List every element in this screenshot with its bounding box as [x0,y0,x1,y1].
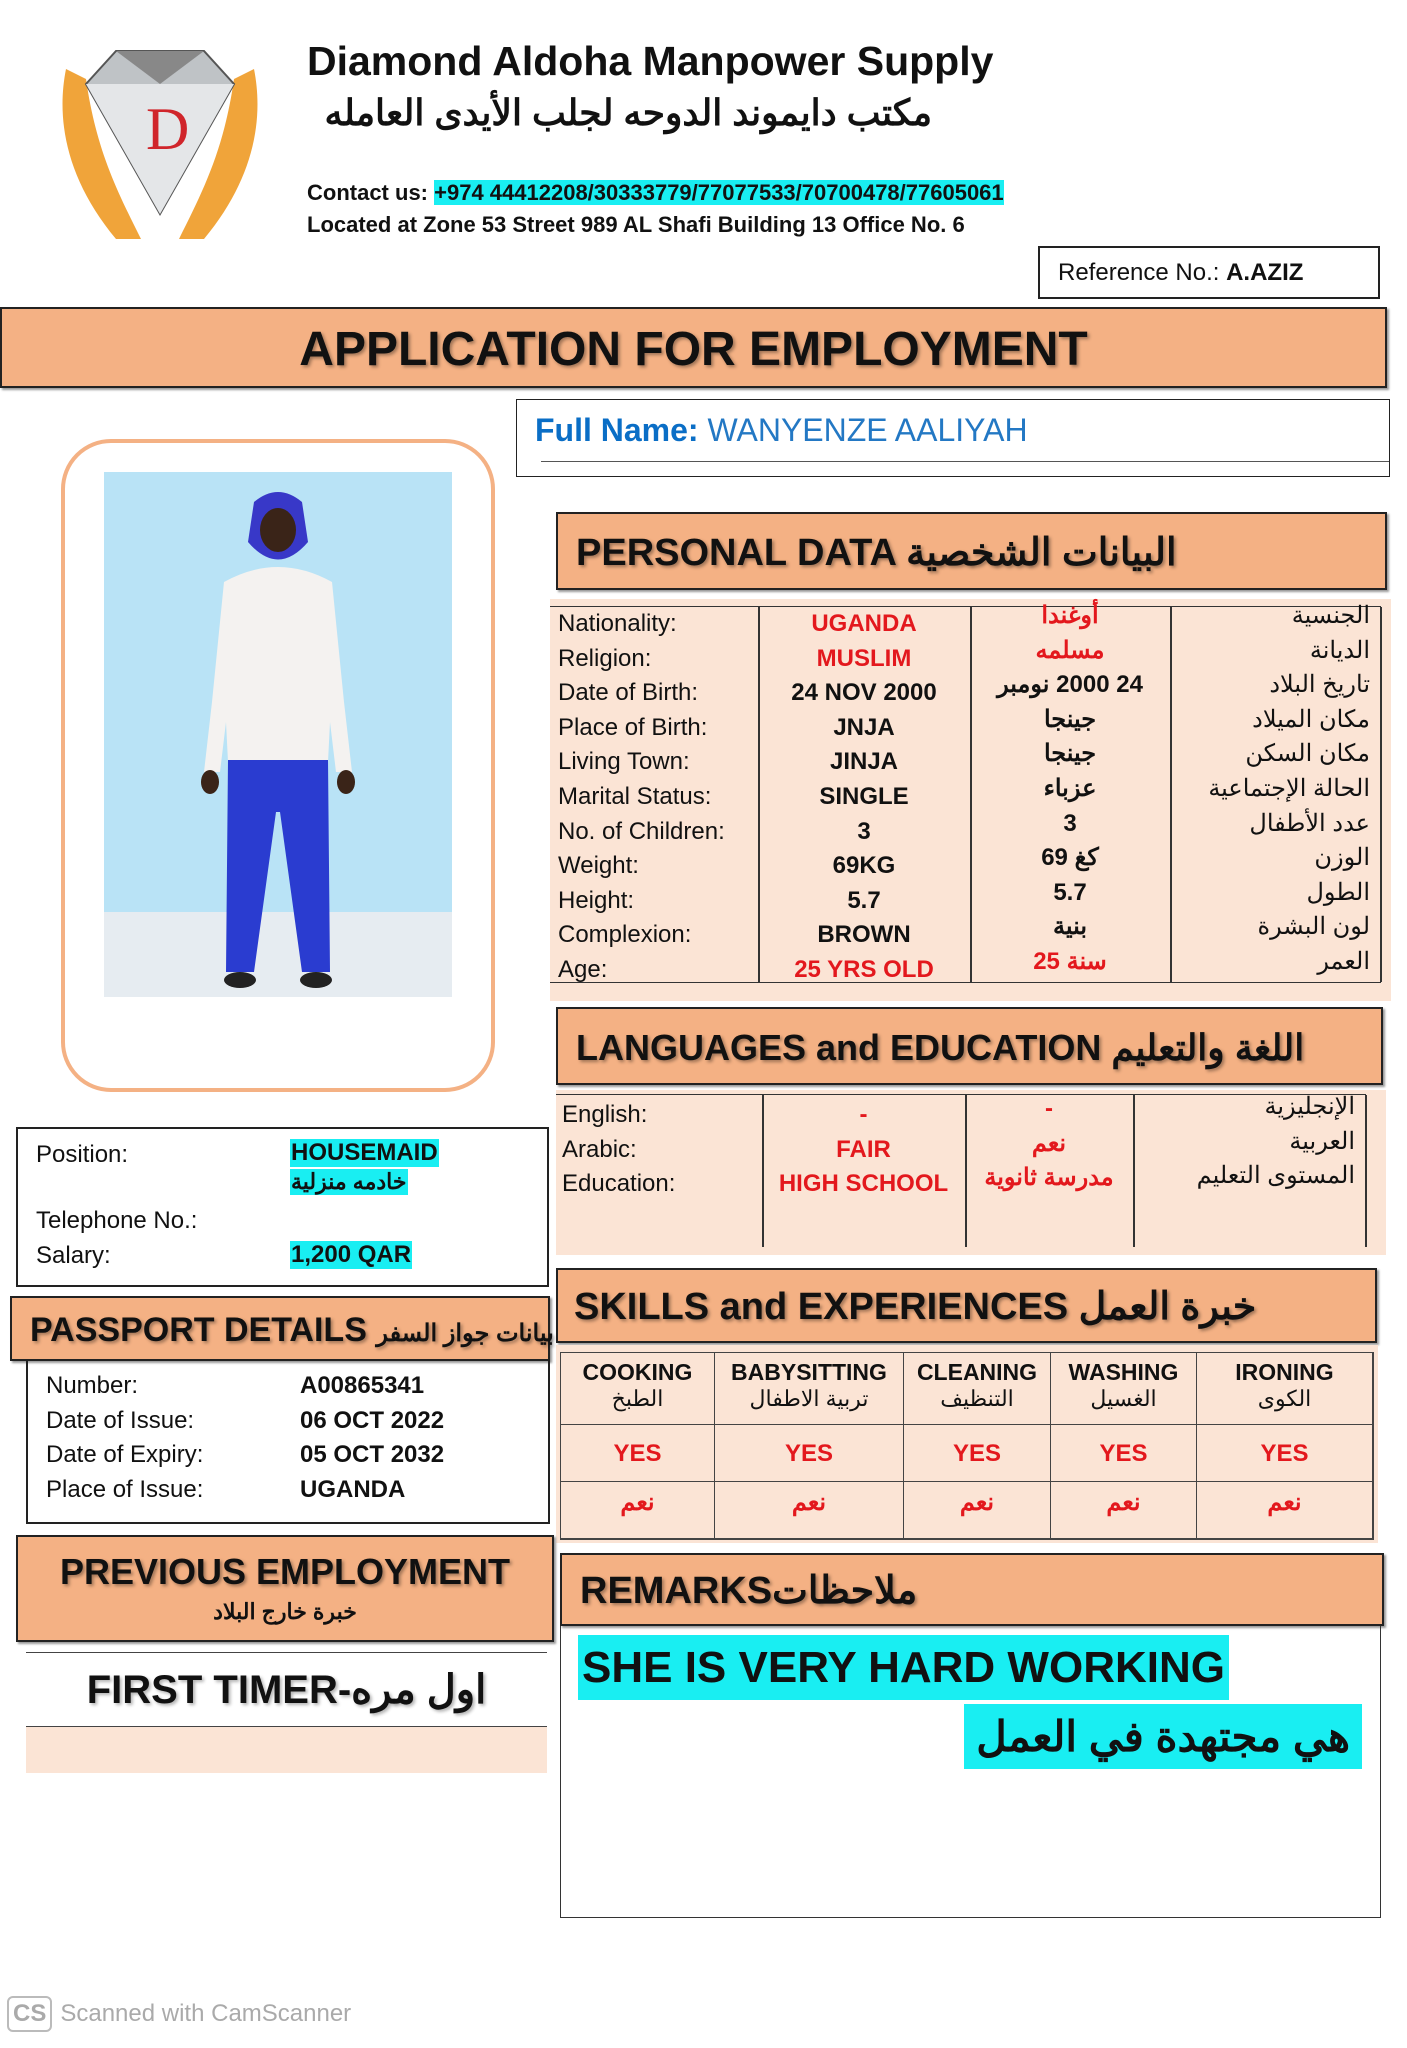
personal-data-title-ar: البيانات الشخصية [906,532,1177,574]
personal-label-ar: مكان السكن [1245,740,1370,768]
previous-employment-title: PREVIOUS EMPLOYMENT [59,1551,511,1592]
personal-data-title-en: PERSONAL DATA [576,532,896,574]
personal-label-ar: الوزن [1314,844,1370,872]
personal-value-ar: كغ 69 [1041,844,1099,872]
svg-text:D: D [146,96,190,162]
personal-value: JINJA [829,748,899,776]
salary-label: Salary: [36,1242,111,1269]
company-name-ar: مكتب دايموند الدوحه لجلب الأيدى العامله [324,92,932,133]
company-name-en: Diamond Aldoha Manpower Supply [307,38,994,84]
skill-yes: YES [1197,1425,1373,1482]
personal-value-ar: أوغندا [1041,602,1099,629]
remarks-box [560,1626,1381,1918]
title-banner [0,307,1387,388]
previous-employment-box [26,1652,547,1772]
language-label-ar: الإنجليزية [1264,1093,1355,1120]
passport-row [28,1369,548,1403]
language-value: HIGH SCHOOL [778,1170,949,1198]
language-row [556,1162,1386,1201]
skill-header [1197,1353,1373,1425]
language-value-ar: مدرسة ثانوية [984,1164,1114,1192]
remarks-header [560,1553,1384,1626]
personal-label-ar: الجنسية [1291,602,1370,629]
personal-label: Height: [558,886,635,914]
personal-label-ar: الحالة الإجتماعية [1208,775,1370,802]
language-value-ar: - [1045,1095,1053,1122]
personal-value: UGANDA [811,610,917,637]
skills-title-ar: خبرة العمل [1078,1286,1257,1328]
reference-value: A.AZIZ [1226,259,1304,286]
personal-label-ar: تاريخ البلاد [1269,671,1370,699]
passport-value: UGANDA [300,1475,406,1503]
previous-employment-title-ar: خبرة خارج البلاد [213,1599,357,1624]
personal-label: Age: [558,956,608,983]
skill-name: CLEANING [916,1359,1038,1385]
passport-row [28,1438,548,1472]
full-name-label: Full Name: [535,412,699,448]
skill-yes-ar: نعم [715,1482,904,1539]
skill-yes-ar: نعم [904,1482,1051,1539]
personal-label-ar: الديانة [1309,636,1370,664]
salary-value: 1,200 QAR [291,1241,412,1268]
personal-data-header [556,512,1387,590]
language-label: Education: [562,1170,676,1198]
passport-header [10,1296,554,1361]
personal-label: Living Town: [558,748,690,776]
position-value-ar: خادمه منزلية [291,1169,407,1194]
personal-label: Weight: [558,852,639,880]
passport-value: 06 OCT 2022 [300,1406,445,1434]
position-value: HOUSEMAID [291,1139,438,1166]
personal-value-ar: 5.7 [1053,878,1087,906]
skill-yes-ar: نعم [1197,1482,1373,1539]
skill-yes: YES [715,1425,904,1482]
contact-label: Contact us: [307,180,428,205]
position-label: Position: [36,1141,129,1168]
skill-name: WASHING [1068,1359,1179,1385]
personal-value-ar: مسلمه [1035,636,1105,664]
passport-label: Date of Expiry: [46,1441,204,1468]
personal-label: Nationality: [558,610,677,637]
skill-name: COOKING [582,1359,693,1385]
personal-data-table [550,599,1391,1001]
language-label: Arabic: [562,1135,637,1163]
passport-title-ar: بيانات جواز السفر [376,1320,554,1347]
personal-label: Marital Status: [558,783,712,810]
company-logo [46,39,274,241]
personal-value: MUSLIM [816,644,912,672]
personal-value-ar: بنية [1052,913,1088,941]
remarks-title-ar: ملاحظات [772,1570,918,1612]
personal-value: 3 [857,817,871,845]
personal-label: No. of Children: [558,817,725,845]
languages-table [556,1090,1386,1255]
full-name-value: WANYENZE AALIYAH [707,412,1028,448]
languages-header [556,1007,1383,1085]
skill-name: BABYSITTING [731,1359,887,1385]
personal-value: 69KG [832,852,896,880]
personal-label-ar: الطول [1306,878,1370,906]
contact-numbers: +974 44412208/30333779/77077533/70700478/77605061 [434,180,1004,205]
language-label: English: [562,1101,648,1128]
skill-header [1051,1353,1197,1425]
passport-label: Date of Issue: [46,1406,195,1434]
contact-line [307,180,1004,206]
personal-label-ar: العمر [1317,948,1370,975]
skill-name-ar: الغسيل [1090,1386,1157,1411]
personal-row [550,948,1391,987]
remarks-text-en: SHE IS VERY HARD WORKING [578,1635,1229,1700]
page-title: APPLICATION FOR EMPLOYMENT [299,323,1088,376]
skill-name-ar: التنظيف [940,1386,1014,1411]
skill-yes: YES [561,1425,715,1482]
language-value: - [859,1101,868,1128]
personal-value: JNJA [833,713,895,741]
language-value-ar: نعم [1031,1129,1067,1157]
skill-name-ar: الطبخ [611,1386,664,1411]
applicant-photo [104,472,452,997]
skills-table [556,1345,1378,1543]
personal-value-ar: 3 [1063,809,1077,837]
passport-title-en: PASSPORT DETAILS [30,1311,367,1349]
skill-header [904,1353,1051,1425]
personal-label: Complexion: [558,921,692,949]
address: Located at Zone 53 Street 989 AL Shafi Building 13 Office No. 6 [307,212,965,237]
personal-value-ar: جينجا [1043,740,1097,768]
personal-label: Place of Birth: [558,713,708,741]
passport-row [28,1404,548,1438]
personal-label-ar: مكان الميلاد [1252,705,1370,733]
personal-label-ar: عدد الأطفال [1249,809,1370,837]
position-box [16,1127,549,1287]
personal-value-ar: جينجا [1043,705,1097,733]
previous-employment-value: FIRST TIMER-اول مره [26,1653,547,1727]
passport-label: Place of Issue: [46,1475,204,1503]
skills-title-en: SKILLS and EXPERIENCES [574,1286,1069,1328]
languages-title-en: LANGUAGES and EDUCATION [576,1027,1102,1068]
remarks-text-ar: هي مجتهدة في العمل [964,1704,1362,1769]
full-name-box [516,399,1390,477]
personal-value: 24 NOV 2000 [791,679,937,707]
languages-title-ar: اللغة والتعليم [1111,1027,1305,1068]
language-label-ar: العربية [1289,1127,1355,1155]
personal-label-ar: لون البشرة [1257,913,1370,941]
skill-name-ar: تربية الاطفال [749,1386,869,1411]
personal-label: Date of Birth: [558,679,699,707]
skill-header [715,1353,904,1425]
language-label-ar: المستوى التعليم [1196,1162,1355,1190]
passport-value: 05 OCT 2032 [300,1441,445,1468]
personal-value: SINGLE [819,783,909,810]
passport-value: A00865341 [300,1372,425,1399]
skill-yes-ar: نعم [561,1482,715,1539]
remarks-title-en: REMARKS [580,1570,773,1612]
personal-value-ar: عزباء [1043,775,1097,802]
camscanner-text: Scanned with CamScanner [60,2000,352,2027]
personal-value: BROWN [817,921,911,949]
language-value: FAIR [836,1135,891,1163]
personal-label: Religion: [558,644,652,672]
passport-label: Number: [46,1372,139,1399]
previous-employment-header [16,1535,554,1642]
skill-yes: YES [904,1425,1051,1482]
passport-row [28,1473,548,1507]
personal-value-ar: 24 2000 نومبر [997,671,1143,699]
reference-label: Reference No.: [1058,259,1220,286]
telephone-label: Telephone No.: [36,1207,198,1234]
personal-value: 5.7 [847,886,881,914]
camscanner-watermark [7,1996,351,2032]
personal-value-ar: سنة 25 [1033,948,1107,975]
skill-yes-ar: نعم [1051,1482,1197,1539]
skill-name: IRONING [1235,1359,1334,1385]
personal-value: 25 YRS OLD [794,956,934,983]
skill-header [561,1353,715,1425]
camscanner-badge: CS [7,1996,52,2032]
skill-yes: YES [1051,1425,1197,1482]
passport-details [26,1361,550,1524]
reference-box [1038,246,1380,299]
skills-header [556,1268,1377,1343]
skill-name-ar: الكوى [1257,1386,1312,1411]
